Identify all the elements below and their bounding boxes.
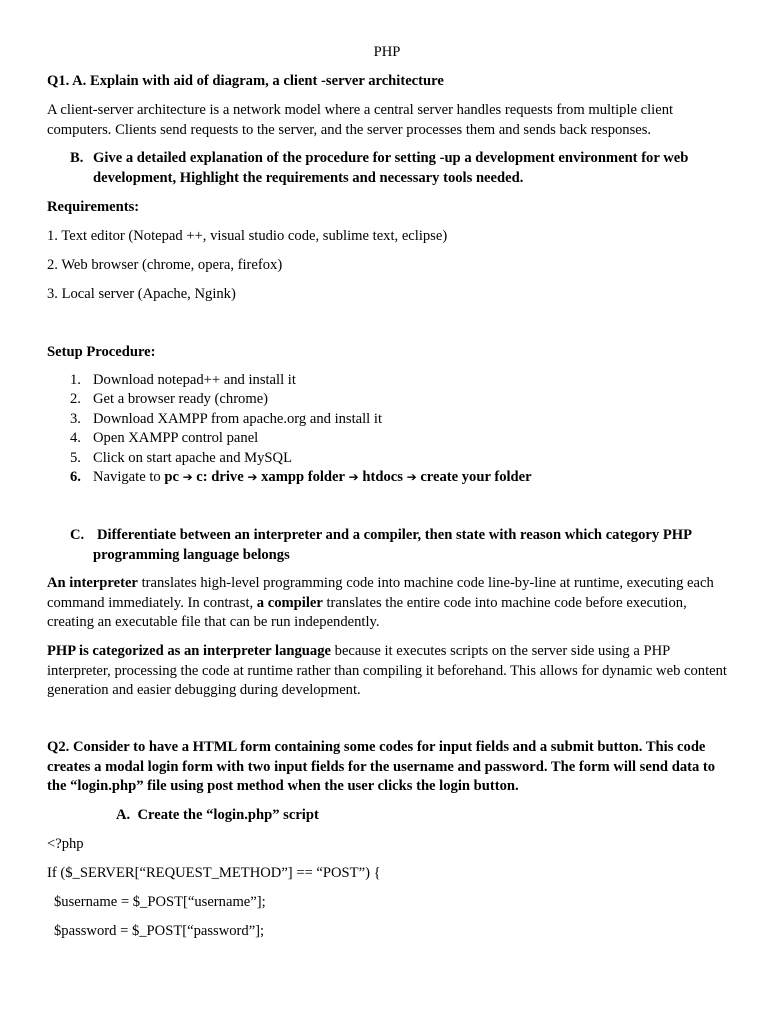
requirement-item: 3. Local server (Apache, Ngink) (47, 286, 236, 302)
q1-b-label: B. (70, 150, 84, 166)
requirement-item: 1. Text editor (Notepad ++, visual studio code, sublime text, eclipse) (47, 228, 448, 244)
q2-a-label: A. (116, 807, 131, 823)
arrow-right-icon: ➔ (348, 470, 359, 485)
setup-step: 1. Download notepad++ and install it (70, 372, 296, 388)
arrow-right-icon: ➔ (247, 470, 258, 485)
q1-question-c (70, 526, 727, 565)
interpreter-compiler-paragraph: An interpreter translates high-level programming code into machine code line-by-line at runtime, executing each command immediately. In contrast, a compiler translates the entire code into machine code before execution, creating an executable file that can be run independently. (47, 575, 714, 630)
requirements-heading: Requirements: (47, 199, 140, 215)
q2-a-text: Create the “login.php” script (137, 807, 319, 823)
setup-step: 5. Click on start apache and MySQL (70, 449, 292, 466)
q1-c-label: C. (70, 527, 85, 543)
requirement-item: 2. Web browser (chrome, opera, firefox) (47, 257, 283, 273)
setup-step-6: 6. Navigate to pc ➔ c: drive ➔ xampp folder ➔ htdocs ➔ create your folder (70, 469, 532, 486)
document-title: PHP (373, 44, 401, 60)
setup-step: 3. Download XAMPP from apache.org and install it (70, 410, 382, 427)
q2-heading: Q2. Consider to have a HTML form containing some codes for input fields and a submit button. This code creates a modal login form with two input fields for the username and password. The form will send data to the “login.php” file using post method when the user clicks the login button. (47, 739, 716, 794)
setup-steps-list (70, 371, 727, 487)
code-line: $username = $_POST[“username”]; (54, 894, 266, 910)
q1-c-text: Differentiate between an interpreter and a compiler, then state with reason which category PHP programming language belongs (93, 527, 692, 563)
code-line: $password = $_POST[“password”]; (54, 923, 265, 939)
setup-step: 4. Open XAMPP control panel (70, 430, 259, 447)
q1-question-b (70, 149, 727, 188)
setup-heading: Setup Procedure: (47, 344, 156, 360)
code-line: If ($_SERVER[“REQUEST_METHOD”] == “POST”) { (47, 865, 381, 881)
q1-heading: Q1. A. Explain with aid of diagram, a client -server architecture (47, 73, 444, 89)
q2-question-a (116, 806, 727, 826)
q1-b-text: Give a detailed explanation of the procedure for setting -up a development environment for web development, Highlight the requirements and necessary tools needed. (93, 150, 689, 186)
arrow-right-icon: ➔ (406, 470, 417, 485)
setup-step: 2. Get a browser ready (chrome) (70, 391, 269, 408)
code-line: <?php (47, 836, 84, 852)
arrow-right-icon: ➔ (182, 470, 193, 485)
q1-answer-a: A client-server architecture is a network model where a central server handles requests from multiple client computers. Clients send requests to the server, and the server processes them and sends back responses. (47, 102, 674, 138)
php-category-paragraph: PHP is categorized as an interpreter language because it executes scripts on the server side using a PHP interpreter, processing the code at runtime rather than compiling it beforehand. This allows for dynamic web content generation and easier debugging during development. (47, 643, 727, 698)
